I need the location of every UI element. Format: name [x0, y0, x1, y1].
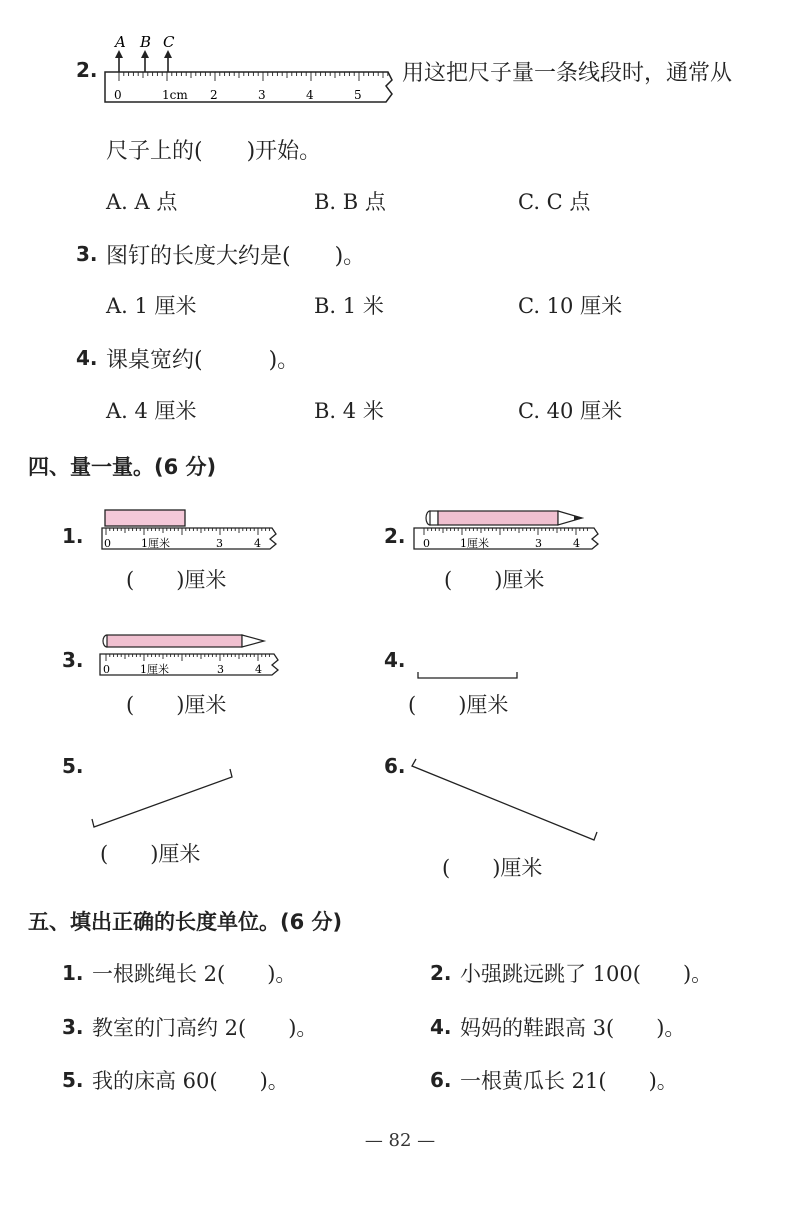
- measure-item-6-segment: [406, 756, 606, 846]
- page-number: — 82 —: [364, 1130, 436, 1151]
- unit-item-5-text: 我的床高 60( )。: [92, 1069, 289, 1093]
- measure-item-3-answer: ( )厘米: [126, 693, 227, 717]
- unit-item-1-number: 1.: [62, 961, 84, 985]
- tick-0: 0: [104, 537, 111, 550]
- ruler-body: [414, 528, 598, 549]
- section-4-title: 四、量一量。(6 分): [28, 455, 217, 479]
- question-3-text: 图钉的长度大约是( )。: [106, 244, 366, 269]
- measure-item-2-figure: [412, 504, 612, 554]
- pencil-body: [438, 511, 558, 525]
- question-3-option-a: A. 1 厘米: [106, 294, 197, 318]
- measure-item-6-number: 6.: [384, 754, 406, 778]
- tick-0: 0: [114, 88, 122, 102]
- question-3-option-b: B. 1 米: [314, 294, 384, 318]
- question-2-text-line1: 用这把尺子量一条线段时，通常从: [402, 61, 733, 86]
- label-a: A: [115, 33, 126, 51]
- measure-item-3-number: 3.: [62, 648, 84, 672]
- unit-item-6-number: 6.: [430, 1068, 452, 1092]
- measure-item-1-number: 1.: [62, 524, 84, 548]
- unit-item-1-text: 一根跳绳长 2( )。: [92, 962, 297, 986]
- eraser-shape: [105, 510, 185, 526]
- tick-1: 1厘米: [460, 537, 489, 550]
- tick-0: 0: [103, 663, 110, 676]
- measure-item-2-number: 2.: [384, 524, 406, 548]
- ruler-body: [102, 528, 276, 549]
- measure-item-1-figure: [96, 504, 286, 554]
- tick-1: 1厘米: [140, 663, 169, 676]
- unit-item-3-number: 3.: [62, 1015, 84, 1039]
- tick-1: 1厘米: [141, 537, 170, 550]
- question-4-text: 课桌宽约( )。: [106, 348, 300, 373]
- measure-item-5-number: 5.: [62, 754, 84, 778]
- unit-item-5-number: 5.: [62, 1068, 84, 1092]
- label-c: C: [163, 33, 175, 51]
- unit-item-2-text: 小强跳远跳了 100( )。: [460, 962, 713, 986]
- question-2-number: 2.: [76, 58, 98, 82]
- tick-4: 4: [255, 663, 262, 676]
- measure-item-4-segment: [414, 664, 524, 684]
- unit-item-4-number: 4.: [430, 1015, 452, 1039]
- pencil-body: [107, 635, 242, 647]
- unit-item-4-text: 妈妈的鞋跟高 3( )。: [460, 1016, 686, 1040]
- measure-item-6-answer: ( )厘米: [442, 856, 543, 880]
- measure-item-4-answer: ( )厘米: [408, 693, 509, 717]
- tick-4: 4: [254, 537, 261, 550]
- unit-item-3-text: 教室的门高约 2( )。: [92, 1016, 318, 1040]
- tick-3: 3: [535, 537, 542, 550]
- question-3-number: 3.: [76, 242, 98, 266]
- tick-5: 5: [354, 88, 362, 102]
- unit-item-2-number: 2.: [430, 961, 452, 985]
- tick-4: 4: [573, 537, 580, 550]
- unit-item-6-text: 一根黄瓜长 21( )。: [460, 1069, 678, 1093]
- question-2-text-line2: 尺子上的( )开始。: [106, 139, 322, 164]
- tick-0: 0: [423, 537, 430, 550]
- tick-3: 3: [258, 88, 266, 102]
- ruler-abc: [100, 28, 400, 108]
- question-4-option-a: A. 4 厘米: [106, 399, 197, 423]
- label-b: B: [140, 33, 152, 51]
- measure-item-2-answer: ( )厘米: [444, 568, 545, 592]
- tick-3: 3: [217, 663, 224, 676]
- tick-4: 4: [306, 88, 314, 102]
- measure-item-5-answer: ( )厘米: [100, 842, 201, 866]
- question-2-option-c: C. C 点: [518, 190, 591, 214]
- ruler-body: [100, 654, 278, 675]
- section-5-title: 五、填出正确的长度单位。(6 分): [28, 910, 343, 934]
- question-2-option-a: A. A 点: [106, 190, 178, 214]
- tick-2: 2: [210, 88, 218, 102]
- question-3-option-c: C. 10 厘米: [518, 294, 623, 318]
- question-4-option-b: B. 4 米: [314, 399, 384, 423]
- tick-1: 1cm: [162, 88, 188, 102]
- ruler-body: [105, 72, 392, 102]
- tick-3: 3: [216, 537, 223, 550]
- question-4-option-c: C. 40 厘米: [518, 399, 623, 423]
- question-2-option-b: B. B 点: [314, 190, 386, 214]
- measure-item-4-number: 4.: [384, 648, 406, 672]
- measure-item-1-answer: ( )厘米: [126, 568, 227, 592]
- measure-item-5-segment: [86, 764, 246, 834]
- question-4-number: 4.: [76, 346, 98, 370]
- measure-item-3-figure: [92, 630, 292, 680]
